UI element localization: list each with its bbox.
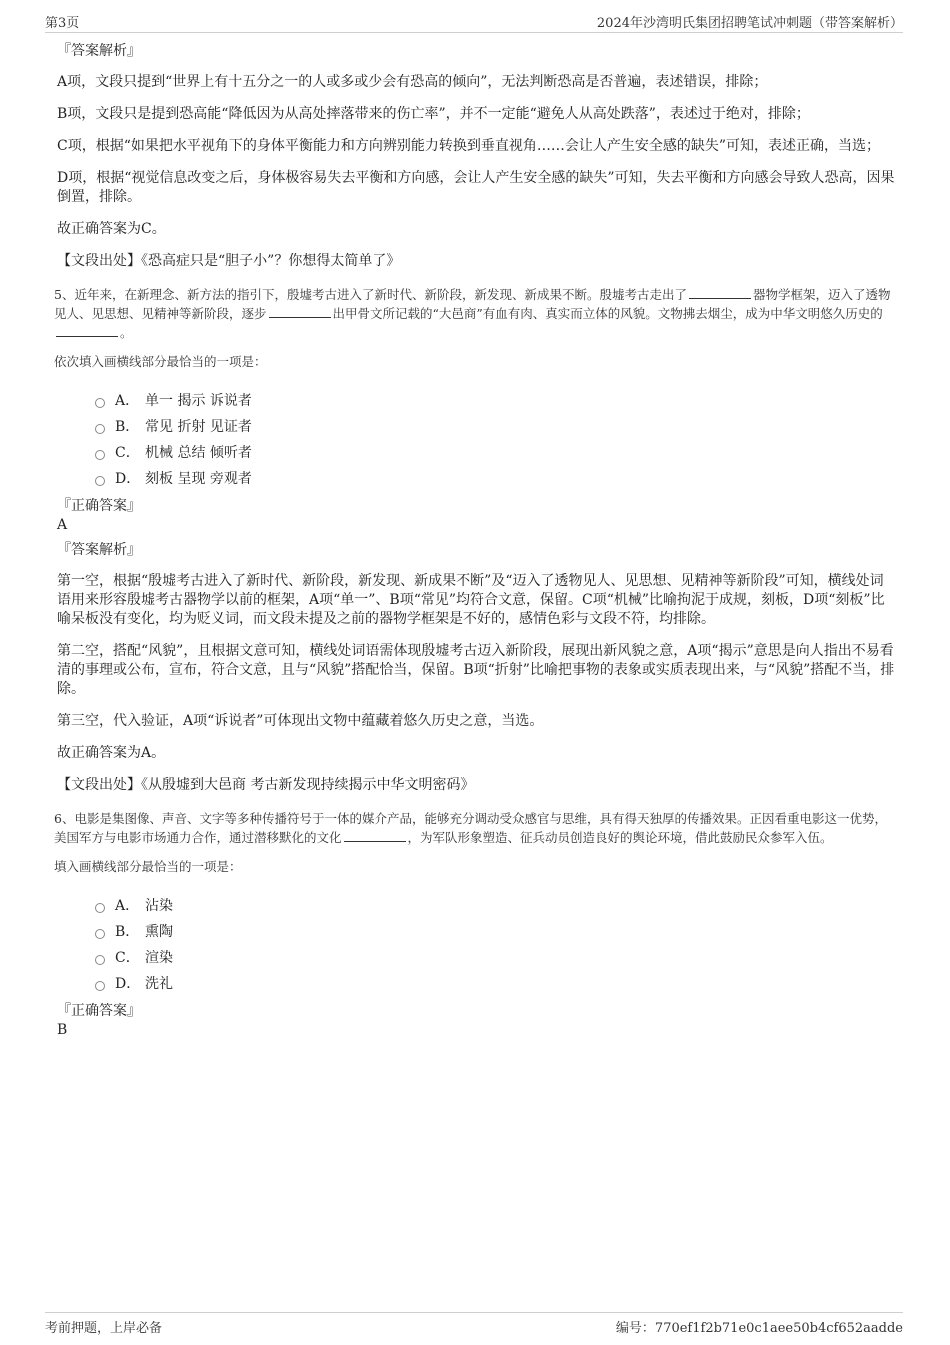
question-instruction: 依次填入画横线部分最恰当的一项是： <box>54 354 267 369</box>
analysis-conclusion: 故正确答案为C。 <box>57 221 166 237</box>
radio-icon[interactable] <box>95 398 105 408</box>
option-d[interactable]: D． 刻板 呈现 旁观者 <box>95 465 897 491</box>
radio-icon[interactable] <box>95 424 105 434</box>
question-text: 6、电影是集图像、声音、文字等多种传播符号于一体的媒介产品，能够充分调动受众感官与思维，具有得天独厚的传播效果。正因看重电影这一优势，美国军方与电影市场通力合作，通过潜移默化的文化 ，为军队形象塑造、征兵动员创造良好的舆论环境，借此鼓励民众参军入伍。 <box>54 811 887 845</box>
question-text: 5、近年来，在新理念、新方法的指引下，殷墟考古进入了新时代、新阶段，新发现、新成果不断。殷墟考古走出了 器物学框架，迈入了透物见人、见思想、见精神等新阶段，逐步 出甲骨文所记载的“大邑商”有血有肉、真实而立体的风貌。文物拂去烟尘，成为中华文明悠久历史的。 <box>54 287 891 340</box>
correct-answer: B <box>57 1022 68 1038</box>
page-header <box>45 10 903 33</box>
analysis-paragraph: D项，根据“视觉信息改变之后，身体极容易失去平衡和方向感，会让人产生安全感的缺失”可知，失去平衡和方向感会导致人恐高，因果倒置，排除。 <box>57 170 895 205</box>
option-c[interactable]: C． 机械 总结 倾听者 <box>95 439 897 465</box>
fill-blank <box>269 305 331 318</box>
radio-icon[interactable] <box>95 929 105 939</box>
analysis-paragraph: A项，文段只提到“世界上有十五分之一的人或多或少会有恐高的倾向”，无法判断恐高是否普遍，表述错误，排除； <box>57 74 768 90</box>
footer-slogan: 考前押题，上岸必备 <box>45 1321 163 1336</box>
analysis-label: 『答案解析』 <box>57 43 141 59</box>
source-citation: 【文段出处】《恐高症只是“胆子小”？你想得太简单了》 <box>57 253 401 269</box>
analysis-paragraph: 第三空，代入验证，A项“诉说者”可体现出文物中蕴藏着悠久历史之意，当选。 <box>57 713 544 729</box>
radio-icon[interactable] <box>95 981 105 991</box>
option-a[interactable]: A． 沾染 <box>95 892 897 918</box>
question-5 <box>54 285 897 795</box>
fill-blank <box>56 324 118 337</box>
option-list <box>95 387 897 491</box>
analysis-paragraph: C项，根据“如果把水平视角下的身体平衡能力和方向辨别能力转换到垂直视角……会让人产生安全感的缺失”可知，表述正确，当选； <box>57 138 881 154</box>
radio-icon[interactable] <box>95 903 105 913</box>
fill-blank <box>344 829 406 842</box>
radio-icon[interactable] <box>95 955 105 965</box>
option-b[interactable]: B． 熏陶 <box>95 918 897 944</box>
page-footer <box>45 1312 903 1339</box>
correct-answer: A <box>57 517 68 533</box>
prev-analysis-section <box>57 42 897 271</box>
option-d[interactable]: D． 洗礼 <box>95 970 897 996</box>
fill-blank <box>689 286 751 299</box>
question-6 <box>54 809 897 1040</box>
correct-answer-label: 『正确答案』 <box>57 1003 141 1019</box>
page-content <box>54 42 897 1046</box>
source-citation: 【文段出处】《从殷墟到大邑商 考古新发现持续揭示中华文明密码》 <box>57 777 475 793</box>
analysis-paragraph: 第二空，搭配“风貌”，且根据文意可知，横线处词语需体现殷墟考古迈入新阶段，展现出新风貌之意，A项“揭示”意思是向人指出不易看清的事理或公布，宣布，符合文意，且与“风貌”搭配恰当，保留。B项“折射”比喻把事物的表象或实质表现出来，与“风貌”搭配不当，排除。 <box>57 643 895 697</box>
analysis-paragraph: 第一空，根据“殷墟考古进入了新时代、新阶段，新发现、新成果不断”及“迈入了透物见人、见思想、见精神等新阶段”可知，横线处词语用来形容殷墟考古器物学以前的框架，A项“单一”、B项“常见”均符合文意，保留。C项“机械”比喻拘泥于成规，刻板，D项“刻板”比喻呆板没有变化，均为贬义词，而文段未提及之前的器物学框架是不好的，感情色彩与文段不符，均排除。 <box>57 573 885 627</box>
analysis-conclusion: 故正确答案为A。 <box>57 745 166 761</box>
option-a[interactable]: A． 单一 揭示 诉说者 <box>95 387 897 413</box>
option-c[interactable]: C． 渲染 <box>95 944 897 970</box>
correct-answer-label: 『正确答案』 <box>57 498 141 514</box>
document-code: 编号：770ef1f2b71e0c1aee50b4cf652aadde <box>615 1321 903 1336</box>
question-instruction: 填入画横线部分最恰当的一项是： <box>54 859 242 874</box>
option-b[interactable]: B． 常见 折射 见证者 <box>95 413 897 439</box>
option-list <box>95 892 897 996</box>
analysis-paragraph: B项，文段只是提到恐高能“降低因为从高处摔落带来的伤亡率”，并不一定能“避免人从高处跌落”，表述过于绝对，排除； <box>57 106 810 122</box>
radio-icon[interactable] <box>95 476 105 486</box>
radio-icon[interactable] <box>95 450 105 460</box>
analysis-label: 『答案解析』 <box>57 542 141 558</box>
page-number: 第3页 <box>45 16 80 31</box>
document-title: 2024年沙湾明氏集团招聘笔试冲刺题（带答案解析） <box>596 16 903 31</box>
